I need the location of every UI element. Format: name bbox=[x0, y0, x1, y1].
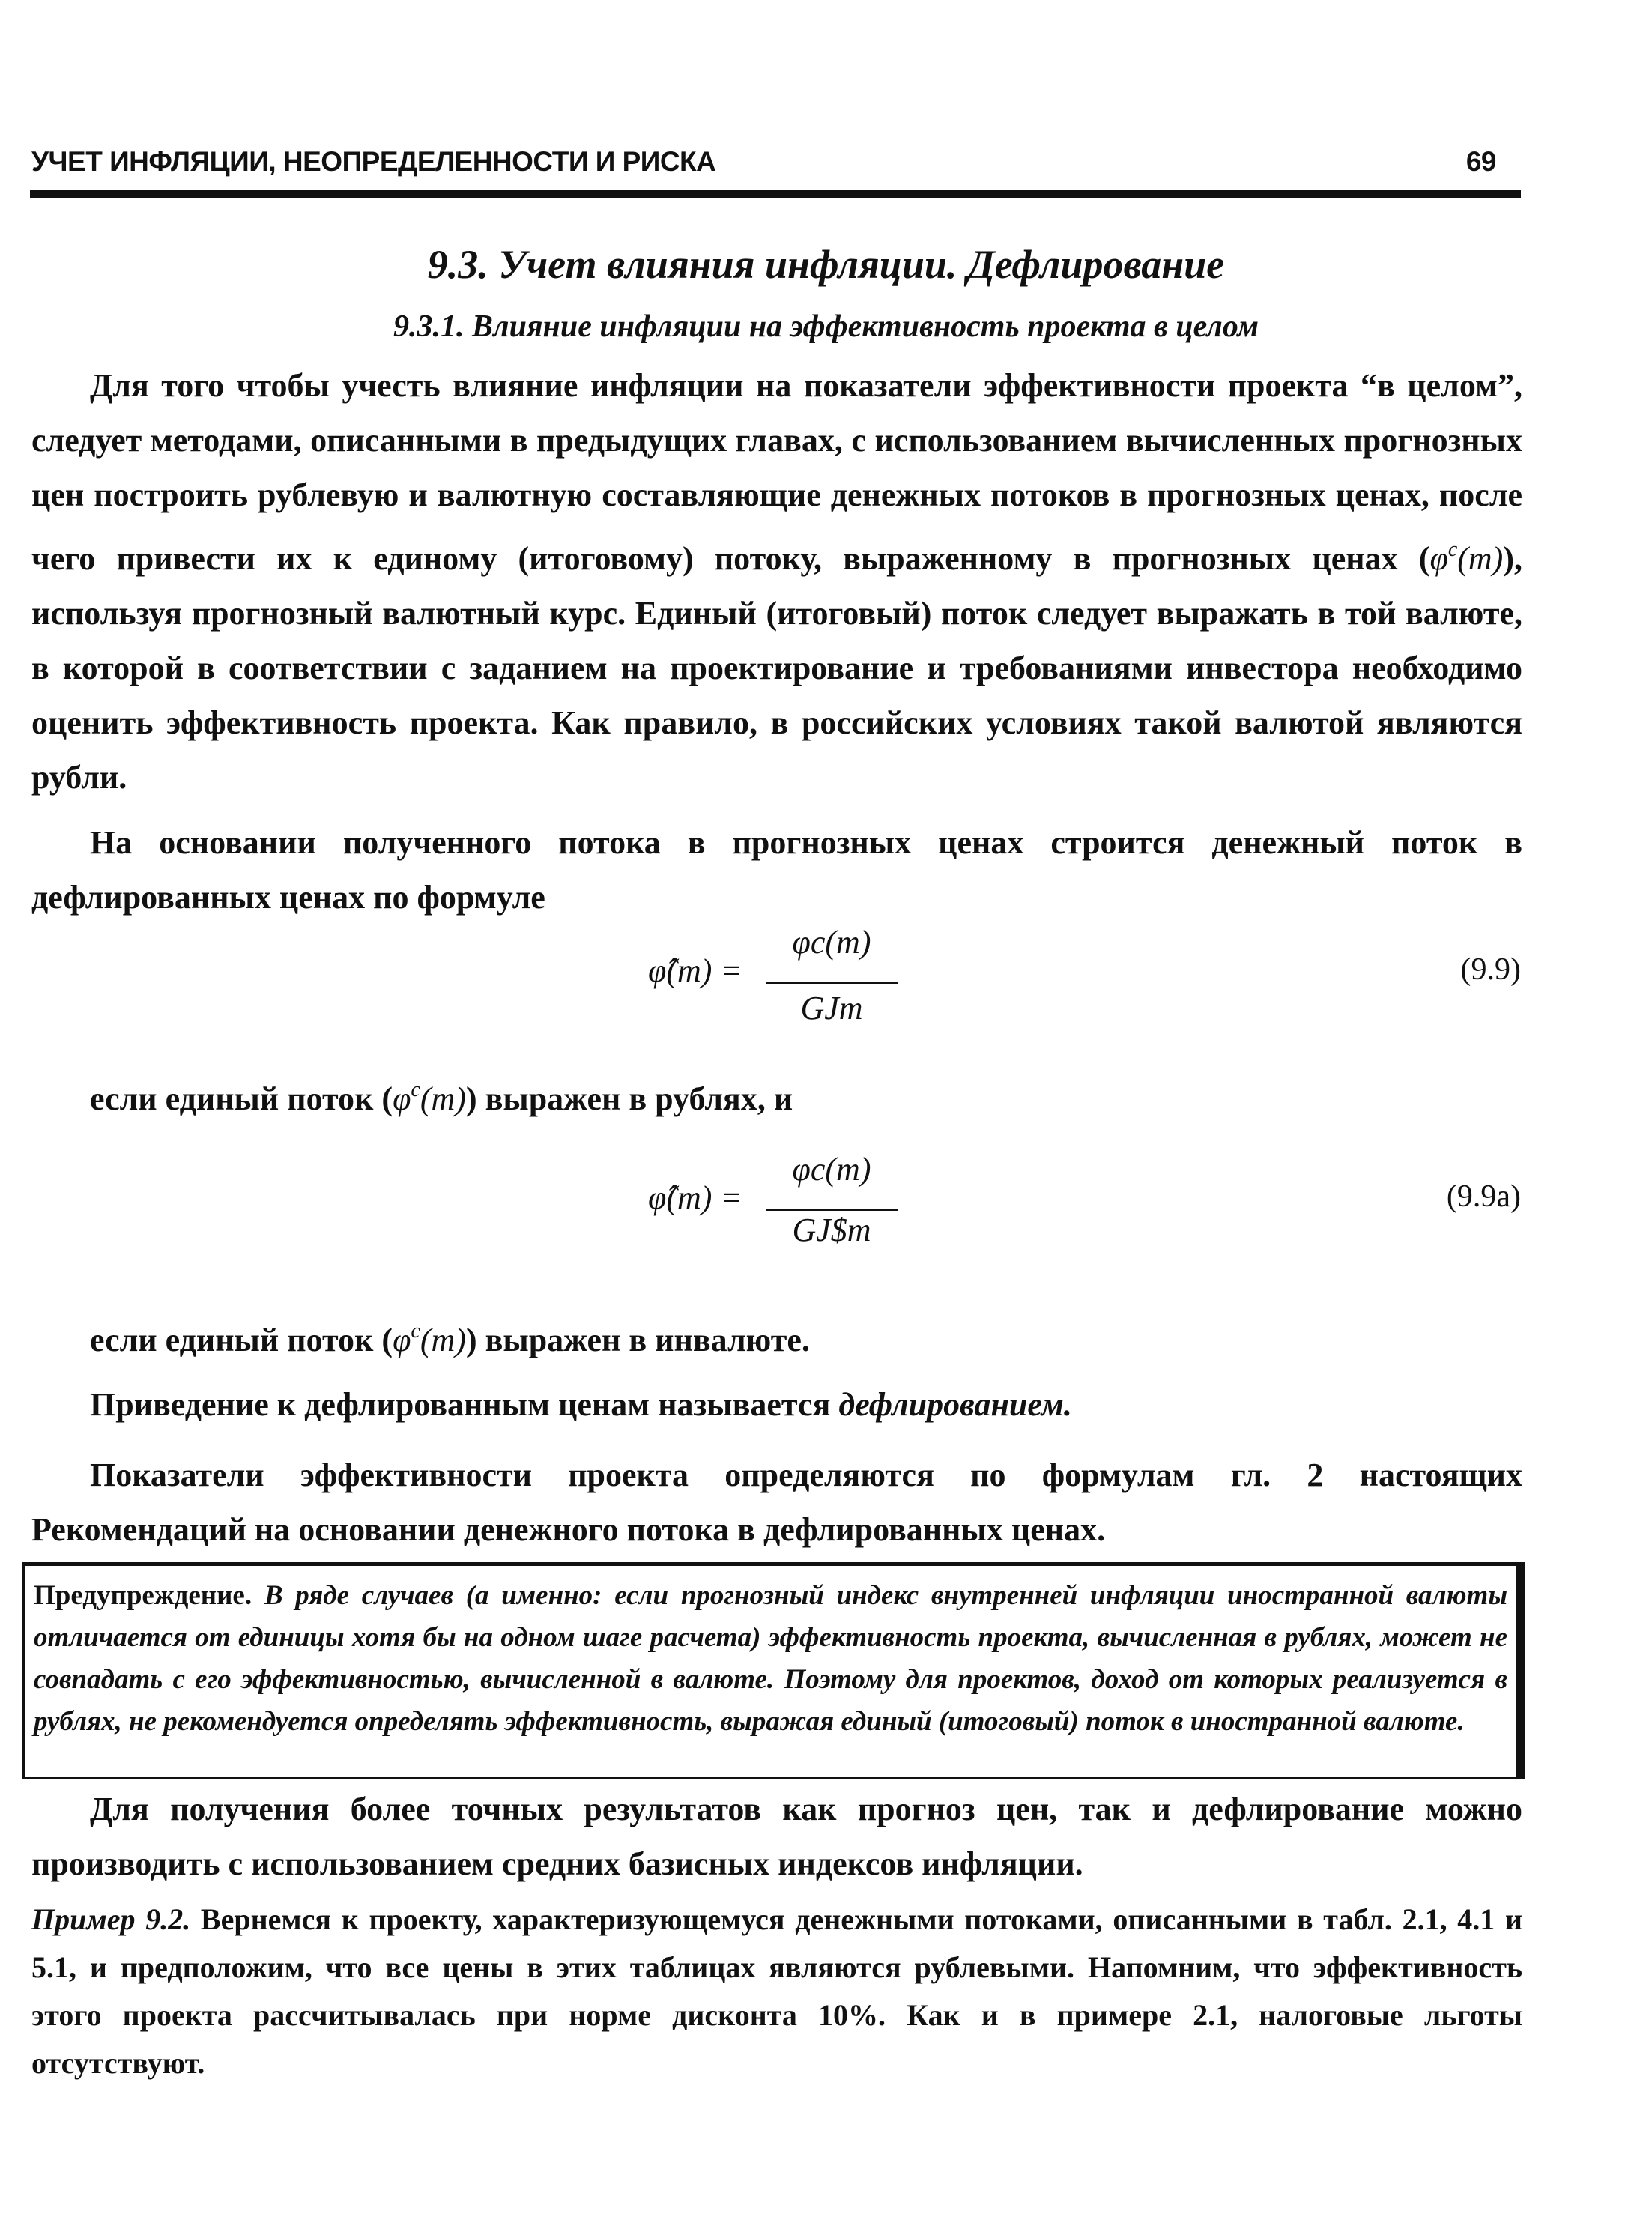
line-text: ) выражен в рублях, и bbox=[465, 1080, 793, 1117]
example-label: Пример 9.2. bbox=[31, 1902, 191, 1936]
argument-m: (m) bbox=[1457, 540, 1504, 577]
superscript-c: c bbox=[411, 1078, 420, 1101]
paragraph-text: Для того чтобы учесть влияние инфляции на показатели эффективности проекта “в целом”, следует методами, описанными в предыдущих главах, с использованием вычисленных прогнозных цен построить рублевую и валютную составляющие денежных потоков в прогнозных ценах, после чего привести их к единому (итоговому) потоку, выраженному в прогнозных ценах ( bbox=[31, 367, 1522, 577]
equation-9-9-tag: (9.9) bbox=[1460, 952, 1521, 987]
phi-symbol: φ bbox=[393, 1080, 411, 1117]
line-foreign-currency bbox=[90, 1304, 810, 1367]
line-text: если единый поток ( bbox=[90, 1322, 393, 1358]
paragraph-precision: Для получения более точных результатов как прогноз цен, так и дефлирование можно производить с использованием средних базисных индексов инфляции. bbox=[31, 1791, 1522, 1882]
phi-symbol: φ bbox=[393, 1322, 411, 1358]
line-text: Приведение к дефлированным ценам называется bbox=[90, 1386, 839, 1423]
argument-m: (m) bbox=[420, 1080, 466, 1117]
paragraph-text: ), используя прогнозный валютный курс. Единый (итоговый) поток следует выражать в той валюте, в которой в соответствии с заданием на проектирование и требованиями инвестора необходимо оценить эффективность проекта. Как правило, в российских условиях такой валютой являются рубли. bbox=[31, 540, 1522, 796]
equation-9-9a-tag: (9.9а) bbox=[1446, 1179, 1521, 1214]
line-deflation-definition bbox=[90, 1377, 1072, 1432]
phi-symbol: φ bbox=[1429, 540, 1448, 577]
line-rubles bbox=[90, 1062, 793, 1126]
equation-9-9-denominator: GJm bbox=[800, 990, 863, 1026]
header-rule bbox=[30, 190, 1521, 198]
paragraph-deflated-flow: На основании полученного потока в прогнозных ценах строится денежный поток в дефлированных ценах по формуле bbox=[31, 824, 1522, 916]
argument-m: (m) bbox=[420, 1322, 466, 1358]
superscript-c: c bbox=[1447, 538, 1458, 561]
subsection-title: 9.3.1. Влияние инфляции на эффективность проекта в целом bbox=[393, 309, 1259, 344]
paragraph-indicators: Показатели эффективности проекта определяются по формулам гл. 2 настоящих Рекомендаций на основании денежного потока в дефлированных ценах. bbox=[31, 1457, 1522, 1548]
equation-9-9a-numerator: φc(m) bbox=[792, 1151, 871, 1188]
line-text: если единый поток ( bbox=[90, 1080, 393, 1117]
equation-9-9-numerator: φc(m) bbox=[792, 924, 871, 961]
warning-box bbox=[22, 1562, 1525, 1779]
defined-term: дефлированием. bbox=[838, 1386, 1072, 1423]
warning-text: В ряде случаев (а именно: если прогнозный индекс внутренней инфляции иностранной валюты отличается от единицы хотя бы на одном шаге расчета) эффективность проекта, вычисленная в рублях, может не совпадать с его эффективностью, вычисленной в валюте. Поэтому для проектов, доход от которых реализуется в рублях, не рекомендуется определять эффективность, выражая единый (итоговый) поток в иностранной валюте. bbox=[34, 1580, 1507, 1737]
equation-9-9-lhs: φ̂(m) = bbox=[648, 952, 743, 989]
warning-lead: Предупреждение. bbox=[34, 1580, 252, 1611]
running-header bbox=[31, 146, 1511, 178]
paragraph-inflation-effect bbox=[31, 358, 1522, 805]
running-title: УЧЕТ ИНФЛЯЦИИ, НЕОПРЕДЕЛЕННОСТИ И РИСКА bbox=[31, 146, 716, 177]
section-title: 9.3. Учет влияния инфляции. Дефлирование bbox=[427, 242, 1225, 287]
paragraph-example bbox=[31, 1896, 1522, 2087]
line-text: ) выражен в инвалюте. bbox=[465, 1322, 810, 1358]
page-number: 69 bbox=[1465, 146, 1496, 177]
fraction-bar bbox=[766, 982, 898, 984]
example-text: Вернемся к проекту, характеризующемуся денежными потоками, описанными в табл. 2.1, 4.1 и 5.1, и предположим, что все цены в этих таблицах являются рублевыми. Напомним, что эффективность этого проекта рассчитывалась при норме дисконта 10%. Как и в примере 2.1, налоговые льготы отсутствуют. bbox=[31, 1902, 1523, 2080]
superscript-c: c bbox=[411, 1319, 420, 1343]
equation-9-9a-lhs: φ̂(m) = bbox=[648, 1179, 743, 1216]
equation-9-9a-denominator: GJ$m bbox=[792, 1212, 871, 1248]
